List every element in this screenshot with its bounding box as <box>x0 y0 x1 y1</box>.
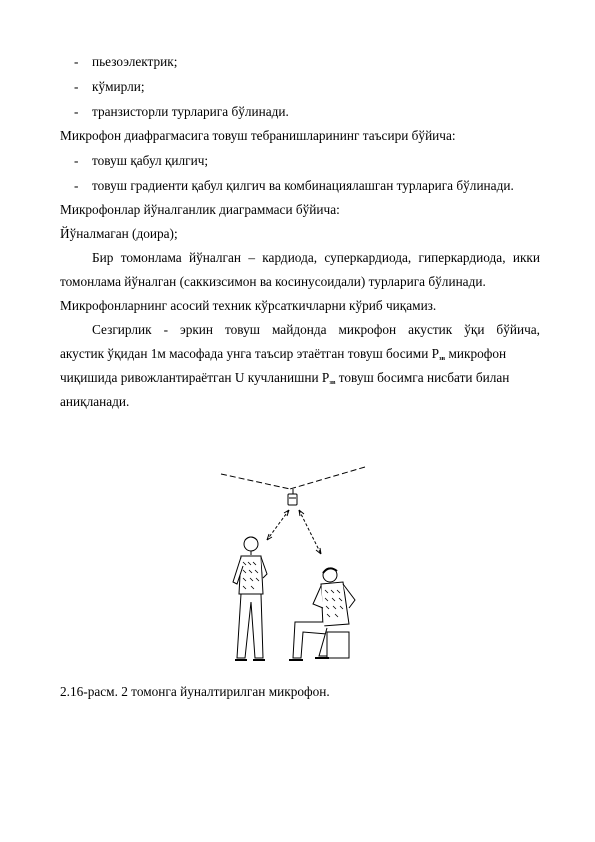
microphone-figure <box>215 462 370 667</box>
list-marker: - <box>74 178 79 193</box>
list-item: транзисторли турларига бўлинади. <box>92 104 289 119</box>
list-item: товуш қабул қилгич; <box>92 153 209 168</box>
list-marker: - <box>74 54 79 69</box>
paragraph-line: томонлама йўналган (саккизсимон ва косинусоидали) турларига бўлинади. <box>60 274 486 289</box>
standing-person <box>233 537 267 660</box>
seated-person <box>289 568 355 660</box>
figure-caption: 2.16-расм. 2 томонга йуналтирилган микрофон. <box>60 684 330 699</box>
paragraph-line: чиқишида ривожлантираётган U кучланишни $Р_{зв}$ товуш босимга нисбати билан <box>60 370 510 386</box>
paragraph-line: Бир томонлама йўналган – кардиода, суперкардиода, гиперкардиода, икки <box>92 250 540 265</box>
paragraph-line: аниқланади. <box>60 394 130 409</box>
section-heading: Микрофонларнинг асосий техник кўрсаткичларни кўриб чиқамиз. <box>60 298 437 313</box>
direction-arrow-left <box>267 510 289 540</box>
section-heading: Микрофон диафрагмасига товуш тебранишларининг таъсири бўйича: <box>60 128 456 143</box>
list-item: товуш градиенти қабул қилгич ва комбинациялашган турларига бўлинади. <box>92 178 514 193</box>
microphone-icon <box>288 489 297 505</box>
direction-arrow-right <box>299 510 321 554</box>
list-item: Йўналмаган (доира); <box>60 226 178 241</box>
list-marker: - <box>74 79 79 94</box>
subscript: зв <box>329 379 336 386</box>
list-marker: - <box>74 153 79 168</box>
paragraph-line: Сезгирлик - эркин товуш майдонда микрофон акустик ўқи бўйича, <box>92 322 540 337</box>
section-heading: Микрофонлар йўналганлик диаграммаси бўйича: <box>60 202 340 217</box>
list-marker: - <box>74 104 79 119</box>
subscript: зв <box>439 355 446 362</box>
paragraph-line: акустик ўқидан 1м масофада унга таъсир этаётган товуш босими $Р_{зв}$ микрофон <box>60 346 507 362</box>
list-item: пьезоэлектрик; <box>92 54 178 69</box>
list-item: кўмирли; <box>92 79 145 94</box>
suspension-wires <box>221 467 365 489</box>
